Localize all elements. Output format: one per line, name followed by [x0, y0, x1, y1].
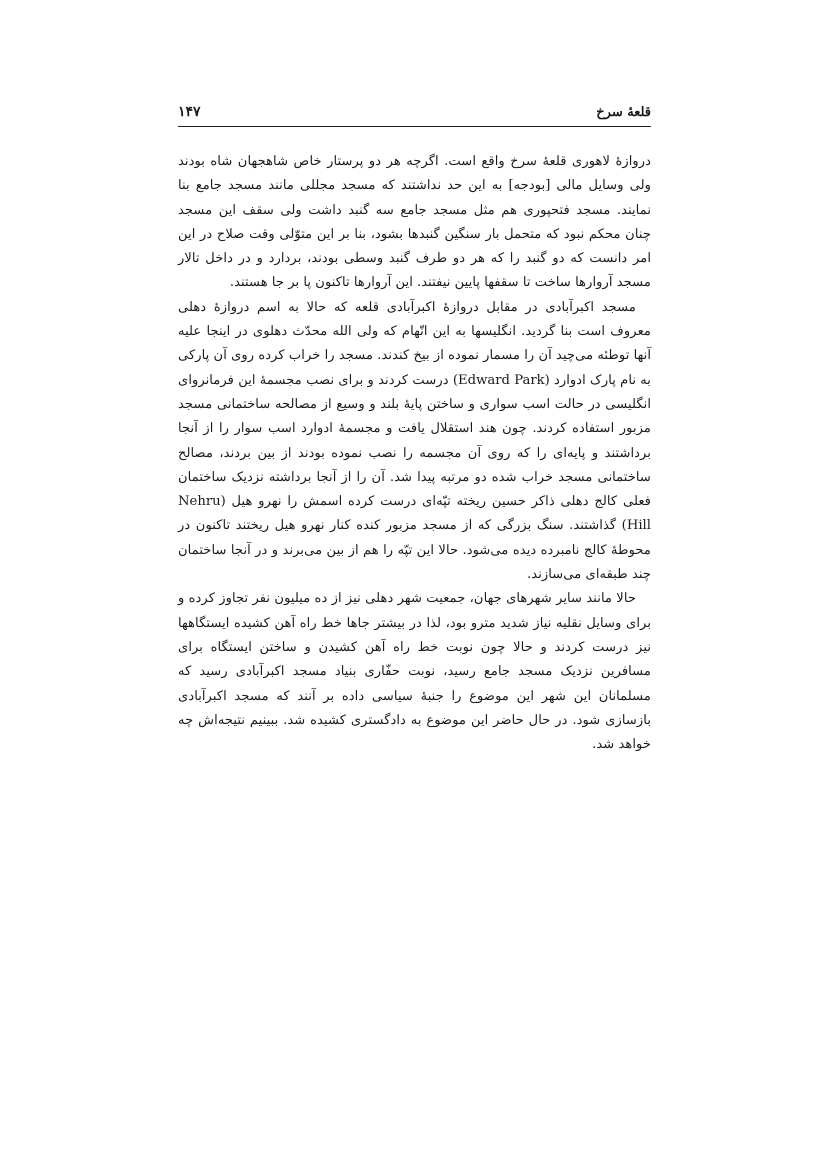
paragraph-continued: دروازهٔ لاهوری قلعهٔ سرخ واقع است. اگرچه هر دو پرستار خاص شاهجهان شاه بودند ولی وسایل مالی [بودجه] به این حد نداشتند که مسجد مجللی مانند مسجد جامع بنا نمایند. مسجد فتحپوری هم مثل مسجد جامع سه گنبد داشت ولی سقف این مسجد چنان محکم نبود که متحمل بار سنگین گنبدها بشود، بنا بر این متوّلی وقت صلاح در این امر دانست که دو گنبد را که هر دو طرف گنبد وسطی بودند، بردارد و در داخل تالار مسجد آروارها ساخت تا سقفها پایین نیفتند. این آروارها تاکنون پا بر جا هستند.: [178, 154, 651, 291]
page-number: ۱۴۷: [178, 104, 201, 120]
paragraph-akbarabadi-mosque: مسجد اکبرآبادی در مقابل دروازهٔ اکبرآبادی قلعه که حالا به اسم دروازهٔ دهلی معروف است بنا گردید. انگلیسها به این اتّهام که ولی الله محدّث دهلوی در اینجا علیه آنها توطئه می‌چید آن را مسمار نموده از بیخ کندند. مسجد را خراب کرده روی آن پارکی به نام پارک ادوارد (Edward Park) درست کردند و برای نصب مجسمهٔ این فرمانروای انگلیسی در حالت اسب سواری و ساختن پایهٔ بلند و وسیع از مصالحه ساختمانی مسجد مزبور استفاده کردند. چون هند استقلال یافت و مجسمهٔ ادوارد اسب سوار را از آنجا برداشتند و پایه‌ای را که روی آن مجسمه را نصب نموده بودند از بین بردند، مصالح ساختمانی مسجد خراب شده دو مرتبه پیدا شد. آن را از آنجا برداشته نزدیک ساختمان فعلی کالج دهلی ذاکر حسین ریخته تپّه‌ای درست کرده اسمش را نهرو هیل (Nehru Hill) گذاشتند. سنگ بزرگی که از مسجد مزبور کنده کنار نهرو هیل ریختند تاکنون در محوطهٔ کالج نامبرده دیده می‌شود. حالا این تپّه را هم از بین می‌برند و در آنجا ساختمان چند طبقه‌ای می‌سازند.: [178, 299, 651, 583]
body-text: [178, 150, 651, 757]
running-title: قلعهٔ سرخ: [596, 105, 651, 120]
running-header: [178, 100, 651, 127]
paragraph-delhi-metro: حالا مانند سایر شهرهای جهان، جمعیت شهر دهلی نیز از ده میلیون نفر تجاوز کرده و برای وسایل نقلیه نیاز شدید مترو بود، لذا در بیشتر جاها خط راه آهن کشیده ایستگاهها نیز درست کردند و حالا چون نوبت خط راه آهن کشیدن و ساختن ایستگاه برای مسافرین نزدیک مسجد جامع رسید، نوبت حفّاری بنیاد مسجد اکبرآبادی رسید که مسلمانان این شهر این موضوع را جنبهٔ سیاسی داده بر آنند که مسجد اکبرآبادی بازسازی شود. در حال حاضر این موضوع به دادگستری کشیده شد. ببینیم نتیجه‌اش چه خواهد شد.: [178, 591, 651, 753]
